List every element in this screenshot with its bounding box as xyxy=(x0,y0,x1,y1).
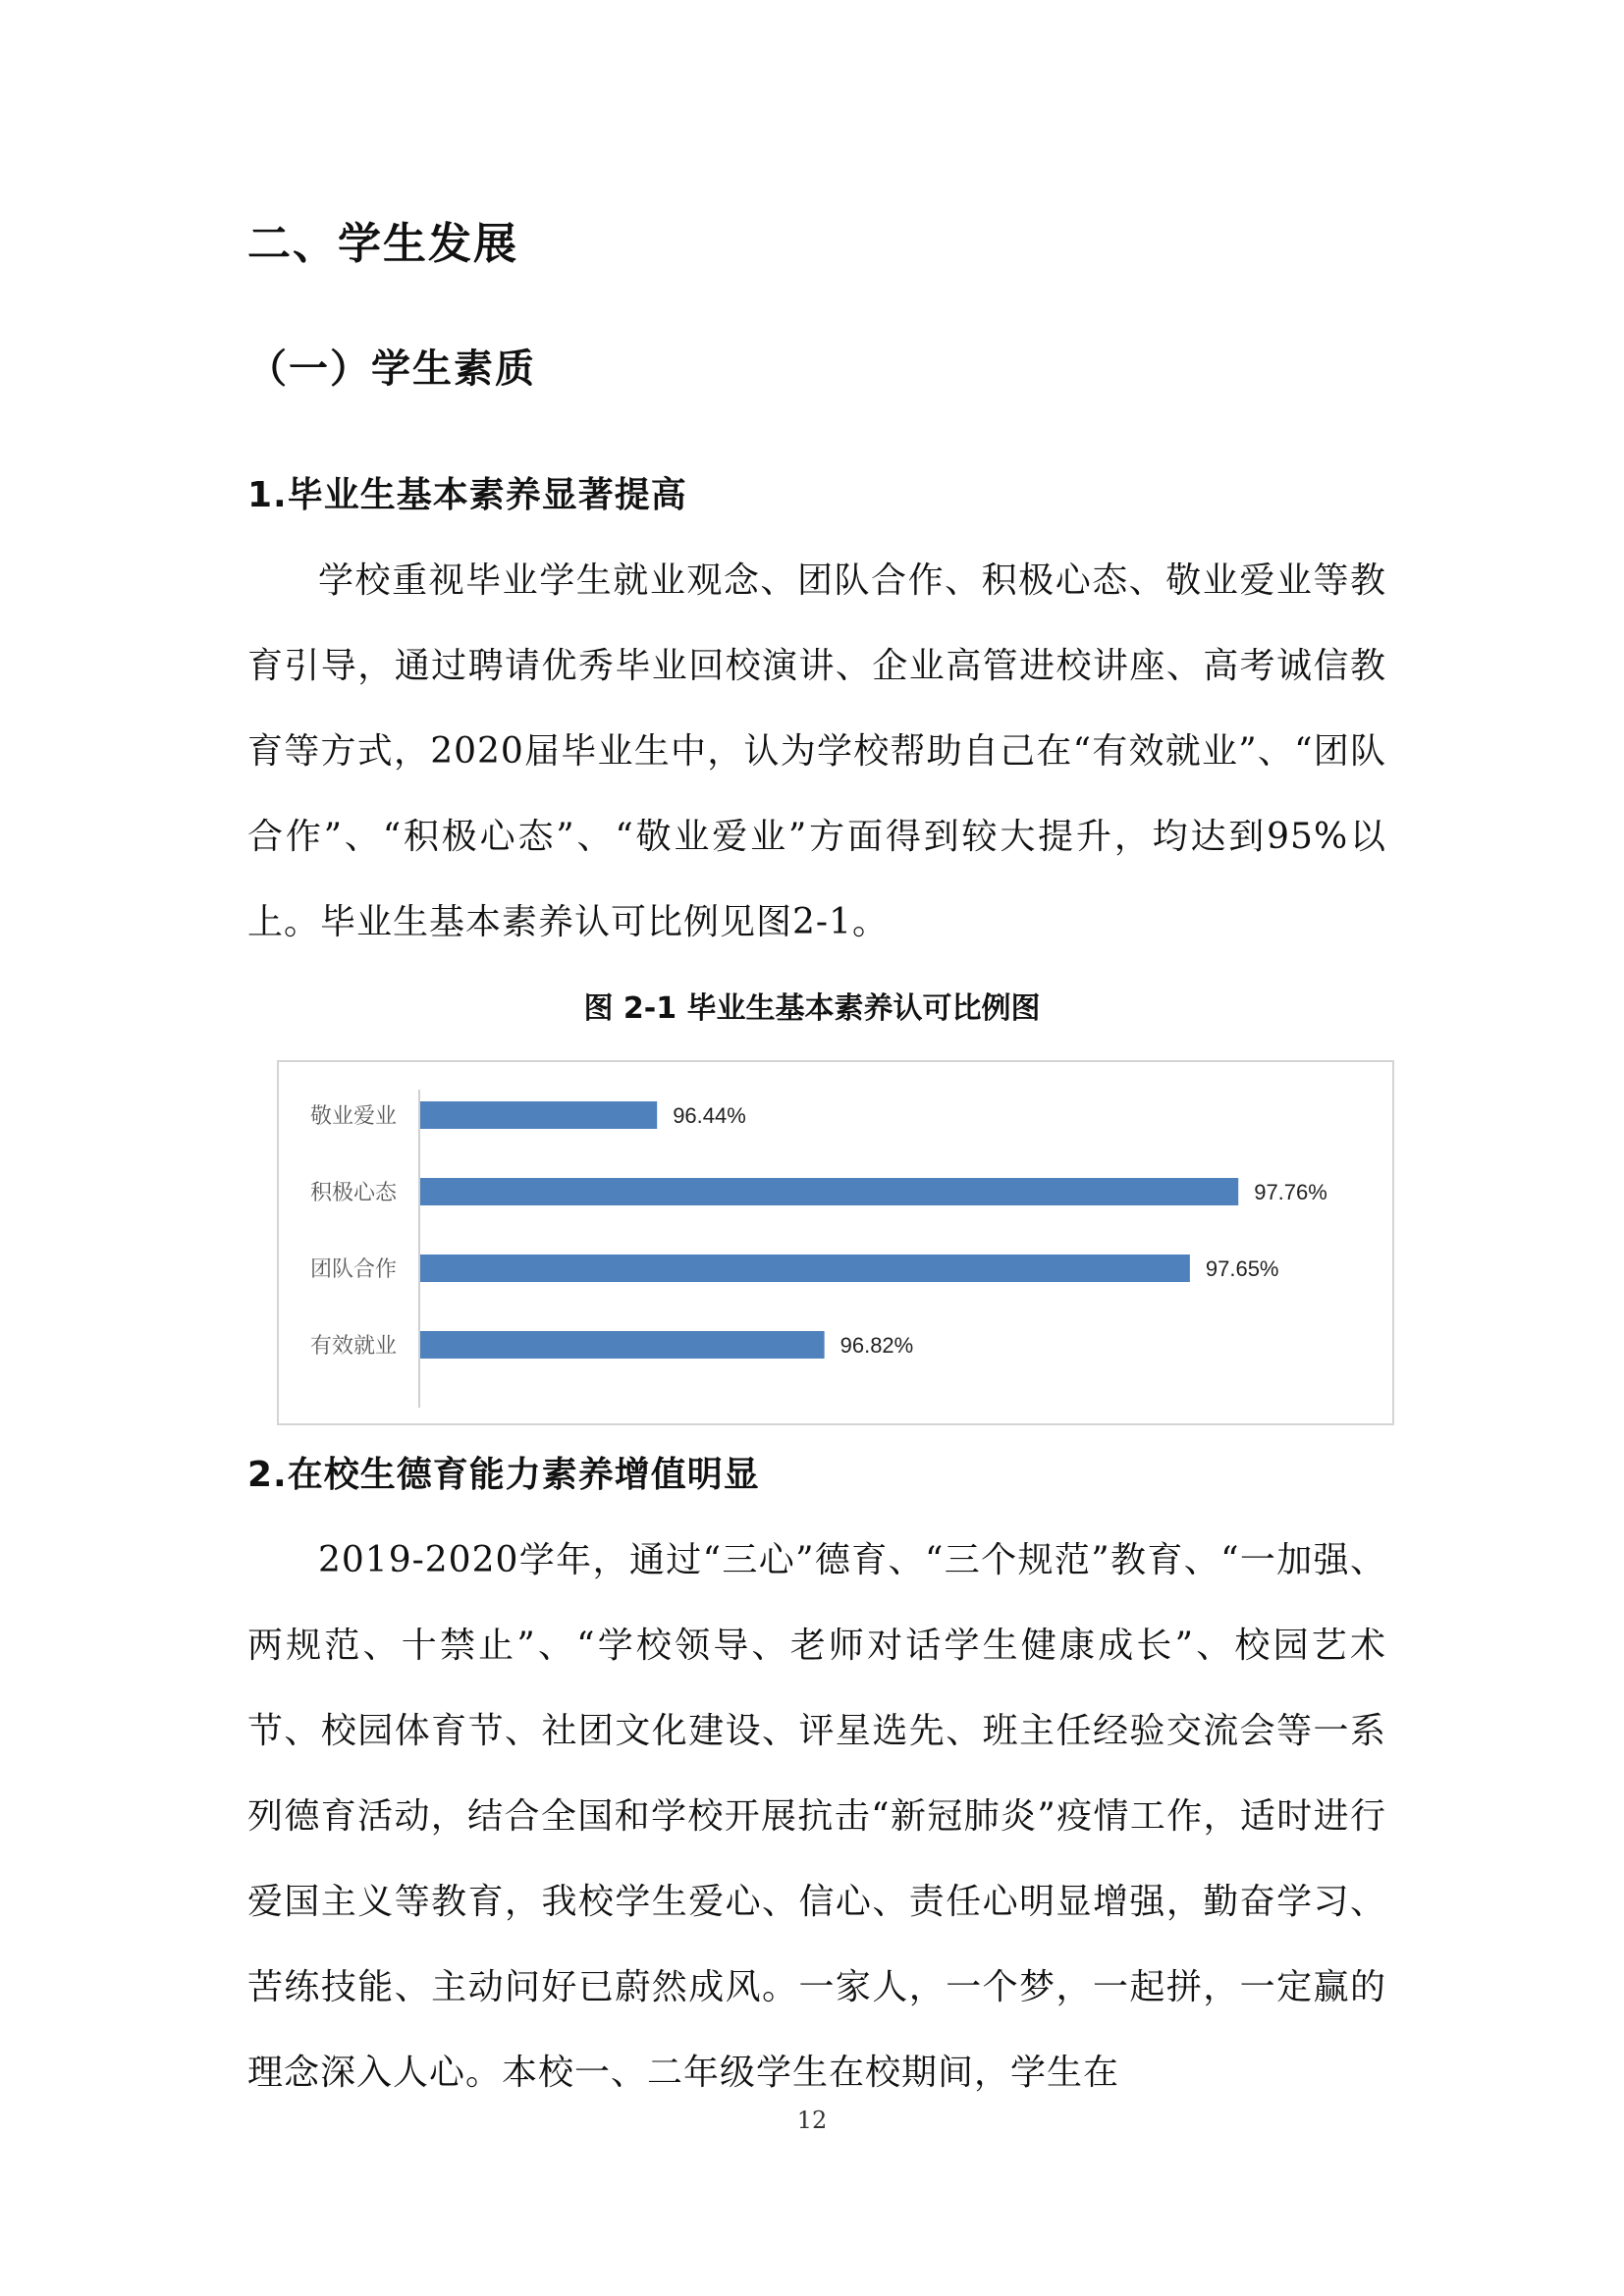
data-label: 97.76% xyxy=(1254,1180,1327,1204)
bar-chart-svg xyxy=(279,1062,1396,1427)
bar xyxy=(420,1331,825,1359)
data-label: 96.82% xyxy=(839,1333,914,1358)
data-label: 96.44% xyxy=(673,1103,746,1128)
section2-paragraph: 2019-2020学年，通过“三心”德育、“三个规范”教育、“一加强、两规范、十禁止”、“学校领导、老师对话学生健康成长”、校园艺术节、校园体育节、社团文化建设、评星选先、班主任经验交流会等一系列德育活动，结合全国和学校开展抗击“新冠肺炎”疫情工作，适时进行爱国主义等教育，我校学生爱心、信心、责任心明显增强，勤奋学习、苦练技能、主动问好已蔚然成风。一家人，一个梦，一起拼，一定赢的理念深入人心。本校一、二年级学生在校期间，学生在 xyxy=(247,1540,1386,2093)
category-label: 有效就业 xyxy=(309,1334,397,1359)
bar xyxy=(420,1101,657,1129)
category-label: 敬业爱业 xyxy=(309,1104,397,1129)
category-label: 积极心态 xyxy=(309,1181,397,1205)
page-number: 12 xyxy=(796,2107,828,2134)
figure-caption: 图 2-1 毕业生基本素养认可比例图 xyxy=(583,991,1041,1026)
section-heading: 二、学生发展 xyxy=(247,219,518,269)
section1-paragraph: 学校重视毕业学生就业观念、团队合作、积极心态、敬业爱业等教育引导，通过聘请优秀毕业回校演讲、企业高管进校讲座、高考诚信教育等方式，2020届毕业生中，认为学校帮助自己在“有效就业”、“团队合作”、“积极心态”、“敬业爱业”方面得到较大提升，均达到95%以上。毕业生基本素养认可比例见图2-1。 xyxy=(247,561,1386,942)
section1-title: 1.毕业生基本素养显著提高 xyxy=(247,475,687,515)
bar xyxy=(420,1178,1238,1205)
bar xyxy=(420,1255,1190,1282)
category-label: 团队合作 xyxy=(309,1257,397,1282)
section2-title: 2.在校生德育能力素养增值明显 xyxy=(247,1455,760,1495)
data-label: 97.65% xyxy=(1205,1256,1279,1281)
subsection-heading: （一）学生素质 xyxy=(247,347,536,392)
bar-chart xyxy=(277,1060,1394,1425)
